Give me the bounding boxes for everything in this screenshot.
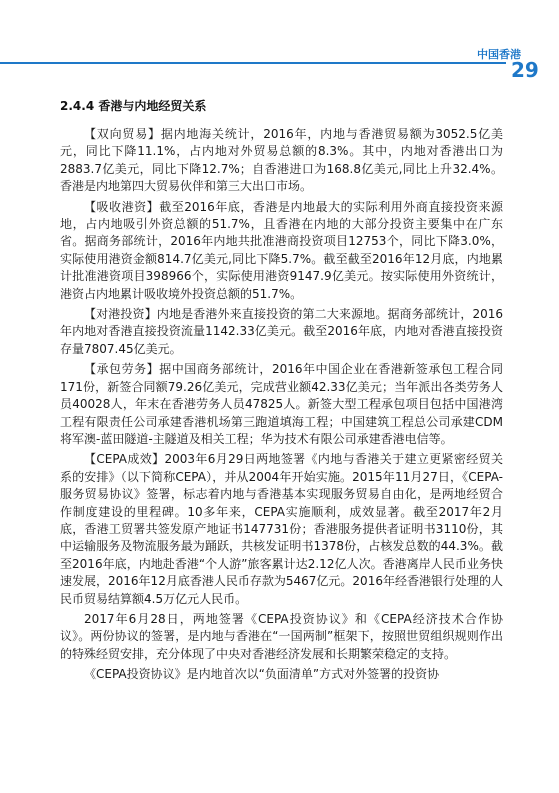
- page-number: 29: [511, 58, 539, 82]
- paragraph-keyword: 【承包劳务】: [84, 362, 160, 377]
- paragraph-cepa-2017: [60, 611, 503, 663]
- paragraph-cepa: [60, 451, 503, 608]
- paragraph-text: 截至2016年底，香港是内地最大的实际利用外商直接投资来源地，占内地吸引外资总额的51.7%，且香港在内地的大部分投资主要集中在广东省。据商务部统计，2016年内地共批准港商投资项目12753个，同比下降3.0%，实际使用港资金额814.7亿美元,同比下降5.7%。截至截至2016年12月底，内地累计批准港资项目398966个，实际使用港资9147.9亿美元。按实际使用外资统计，港资占内地累计吸收境外投资总额的51.7%。: [60, 199, 503, 301]
- header-region-label: 中国香港: [477, 48, 521, 61]
- paragraph-keyword: 【双向贸易】: [84, 127, 161, 141]
- paragraph-hk-investment: [60, 199, 503, 303]
- paragraph-text: 《CEPA投资协议》是内地首次以“负面清单”方式对外签署的投资协: [84, 667, 440, 682]
- header-rule: [0, 62, 506, 64]
- paragraph-mainland-investment: [60, 306, 503, 358]
- paragraph-keyword: 【吸收港资】: [84, 199, 160, 214]
- paragraph-text: 2017年6月28日，两地签署《CEPA投资协议》和《CEPA经济技术合作协议》。两份协议的签署，是内地与香港在“一国两制”框架下，按照世贸组织规则作出的特殊经贸安排，充分体现了中央对香港经济发展和长期繁荣稳定的支持。: [60, 611, 503, 661]
- paragraph-keyword: 【CEPA成效】: [84, 452, 165, 467]
- paragraph-cepa-investment: [60, 666, 503, 683]
- paragraph-text: 2003年6月29日两地签署《内地与香港关于建立更紧密经贸关系的安排》（以下简称CEPA），并从2004年开始实施。2015年11月27日，《CEPA-服务贸易协议》签署，标志着内地与香港基本实现服务贸易自由化，是两地经贸合作制度建设的里程碑。10多年来，CEPA实施顺利，成效显著。截至2017年2月底，香港工贸署共签发原产地证书147731份；香港服务提供者证明书3110份，其中运输服务及物流服务最为踊跃，共核发证明书1378份，占核发总数的44.3%。截至2016年底，内地赴香港“个人游”旅客累计达2.12亿人次。香港离岸人民币业务快速发展，2016年12月底香港人民币存款为5467亿元。2016年经香港银行处理的人民币贸易结算额4.5万亿元人民币。: [60, 452, 504, 606]
- paragraph-text: 据中国商务部统计，2016年中国企业在香港新签承包工程合同171份，新签合同额79.26亿美元，完成营业额42.33亿美元；当年派出各类劳务人员40028人，年末在香港劳务人员47825人。新签大型工程承包项目包括中国港湾工程有限责任公司承建香港机场第三跑道填海工程；中国建筑工程总公司承建CDM将军澳-蓝田隧道-主隧道及相关工程；华为技术有限公司承建香港电信等。: [60, 362, 503, 446]
- paragraph-text: 内地是香港外来直接投资的第二大来源地。据商务部统计，2016年内地对香港直接投资流量1142.33亿美元。截至2016年底，内地对香港直接投资存量7807.45亿美元。: [60, 307, 503, 356]
- paragraph-trade: [60, 126, 503, 196]
- paragraph-contracting: [60, 361, 503, 448]
- paragraph-text: 据内地海关统计，2016年，内地与香港贸易额为3052.5亿美元，同比下降11.1%，占内地对外贸易总额的8.3%。其中，内地对香港出口为2883.7亿美元，同比下降12.7%；自香港进口为168.8亿美元,同比上升32.4%。香港是内地第四大贸易伙伴和第三大出口市场。: [60, 127, 503, 194]
- section-heading: 2.4.4 香港与内地经贸关系: [60, 99, 207, 113]
- paragraph-keyword: 【对港投资】: [84, 307, 157, 322]
- body-text: [60, 126, 503, 687]
